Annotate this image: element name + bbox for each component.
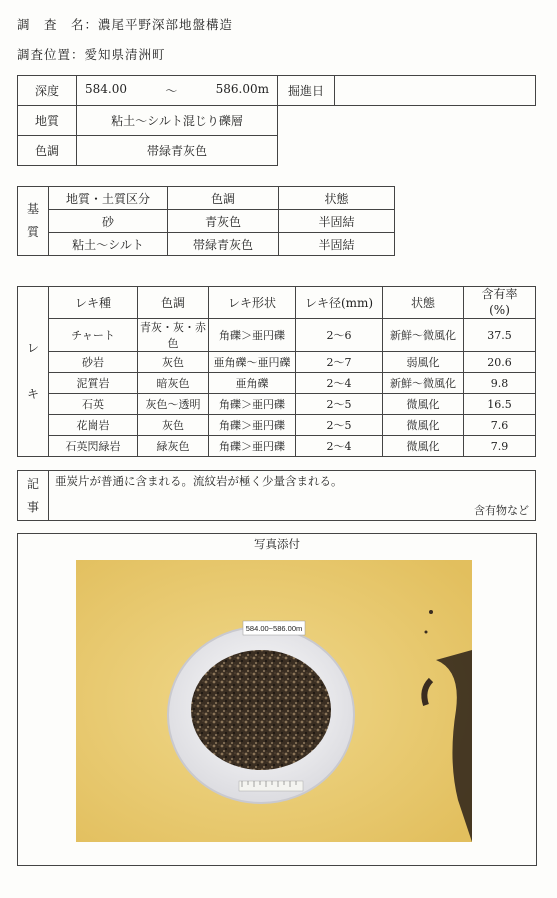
notes-side-2: 事: [26, 499, 39, 514]
table-row: [18, 436, 536, 457]
color-label: 色調: [18, 136, 77, 166]
notes-footer: 含有物など: [474, 504, 529, 517]
gravel-cell: 砂岩: [49, 352, 138, 373]
geology: 粘土～シルト混じり礫層: [77, 106, 278, 136]
matrix-header: 状態: [279, 187, 395, 210]
matrix-side-1: 基: [26, 202, 39, 217]
gravel-cell: 角礫＞亜円礫: [209, 436, 296, 457]
gravel-cell: 微風化: [383, 436, 464, 457]
matrix-header: 地質・土質区分: [49, 187, 168, 210]
table-row: [18, 394, 536, 415]
gravel-cell: 弱風化: [383, 352, 464, 373]
notes-side-1: 記: [26, 476, 39, 491]
notes-table: [17, 470, 536, 521]
gravel-cell: チャート: [49, 319, 138, 352]
notes-body: [49, 471, 536, 521]
gravel-header: レキ径(mm): [296, 287, 383, 319]
photo-section: [17, 533, 537, 866]
gravel-cell: 亜角礫: [209, 373, 296, 394]
depth-from: 584.00: [85, 82, 127, 96]
gravel-cell: 角礫＞亜円礫: [209, 394, 296, 415]
location-label: 調査位置：: [17, 47, 85, 62]
location-line: [17, 45, 166, 63]
gravel-cell: 角礫＞亜円礫: [209, 415, 296, 436]
gravel-header: レキ形状: [209, 287, 296, 319]
color: 帯緑青灰色: [77, 136, 278, 166]
gravel-cell: 2～5: [296, 394, 383, 415]
gravel-header: レキ種: [49, 287, 138, 319]
gravel-cell: 9.8: [464, 373, 536, 394]
depth-sep: ～: [165, 84, 178, 98]
sample-label: 584.00~586.00m: [245, 624, 303, 633]
matrix-cell: 半固結: [279, 210, 395, 233]
gravel-cell: 角礫＞亜円礫: [209, 319, 296, 352]
gravel-cell: 石英: [49, 394, 138, 415]
matrix-side-label: [18, 187, 49, 256]
gravel-cell: 石英閃緑岩: [49, 436, 138, 457]
gravel-cell: 新鮮～微風化: [383, 373, 464, 394]
blank-cell: [278, 136, 536, 166]
matrix-side-2: 質: [26, 225, 39, 239]
gravel-cell: 青灰・灰・赤色: [138, 319, 209, 352]
gravel-side-2: キ: [26, 386, 39, 401]
gravel-cell: 7.9: [464, 436, 536, 457]
gravel-side-label: [18, 287, 49, 457]
depth-range: [77, 76, 278, 106]
sample-photo-image: [76, 560, 472, 842]
notes-text: 亜炭片が普通に含まれる。流紋岩が極く少量含まれる。: [55, 474, 343, 488]
matrix-table: [17, 186, 395, 256]
dig-date: [335, 76, 536, 106]
matrix-cell: 砂: [49, 210, 168, 233]
location: 愛知県清洲町: [84, 47, 166, 62]
gravel-cell: 新鮮～微風化: [383, 319, 464, 352]
gravel-cell: 2～5: [296, 415, 383, 436]
survey-name: 濃尾平野深部地盤構造: [98, 17, 234, 32]
matrix-cell: 青灰色: [168, 210, 279, 233]
content-rate-unit: (%): [489, 302, 510, 317]
gravel-cell: 微風化: [383, 415, 464, 436]
gravel-cell: 微風化: [383, 394, 464, 415]
gravel-cell: 亜角礫～亜円礫: [209, 352, 296, 373]
gravel-header: 状態: [383, 287, 464, 319]
table-row: [18, 415, 536, 436]
dig-date-label: 掘進日: [278, 76, 335, 106]
gravel-cell: 2～6: [296, 319, 383, 352]
gravel-cell: 灰色: [138, 352, 209, 373]
blank-cell: [278, 106, 536, 136]
gravel-cell: 20.6: [464, 352, 536, 373]
gravel-cell: 花崗岩: [49, 415, 138, 436]
gravel-cell: 2～7: [296, 352, 383, 373]
table-row: [18, 233, 395, 256]
gravel-cell: 暗灰色: [138, 373, 209, 394]
gravel-header: 色調: [138, 287, 209, 319]
gravel-cell: 16.5: [464, 394, 536, 415]
gravel-table: [17, 286, 536, 457]
table-row: [18, 210, 395, 233]
depth-to: 586.00m: [215, 82, 269, 96]
gravel-cell: 2～4: [296, 436, 383, 457]
gravel-cell: 灰色: [138, 415, 209, 436]
gravel-cell: 2～4: [296, 373, 383, 394]
table-row: [18, 352, 536, 373]
gravel-cell: 37.5: [464, 319, 536, 352]
matrix-cell: 半固結: [279, 233, 395, 256]
table-row: [18, 373, 536, 394]
survey-name-label: 調 査 名：: [17, 17, 99, 32]
matrix-cell: 粘土～シルト: [49, 233, 168, 256]
gravel-cell: 7.6: [464, 415, 536, 436]
matrix-cell: 帯緑青灰色: [168, 233, 279, 256]
gravel-header-content: [464, 287, 536, 319]
summary-table: [17, 75, 536, 166]
gravel-side-1: レ: [26, 341, 39, 356]
geology-label: 地質: [18, 106, 77, 136]
gravel-cell: 泥質岩: [49, 373, 138, 394]
notes-side-label: [18, 471, 49, 521]
gravel-cell: 緑灰色: [138, 436, 209, 457]
photo-title: 写真添付: [254, 537, 300, 551]
depth-label: 深度: [18, 76, 77, 106]
matrix-header: 色調: [168, 187, 279, 210]
survey-name-line: [17, 15, 233, 33]
gravel-cell: 灰色～透明: [138, 394, 209, 415]
table-row: [18, 319, 536, 352]
content-rate-label: 含有率: [481, 287, 518, 301]
sample-photo: [76, 560, 472, 842]
